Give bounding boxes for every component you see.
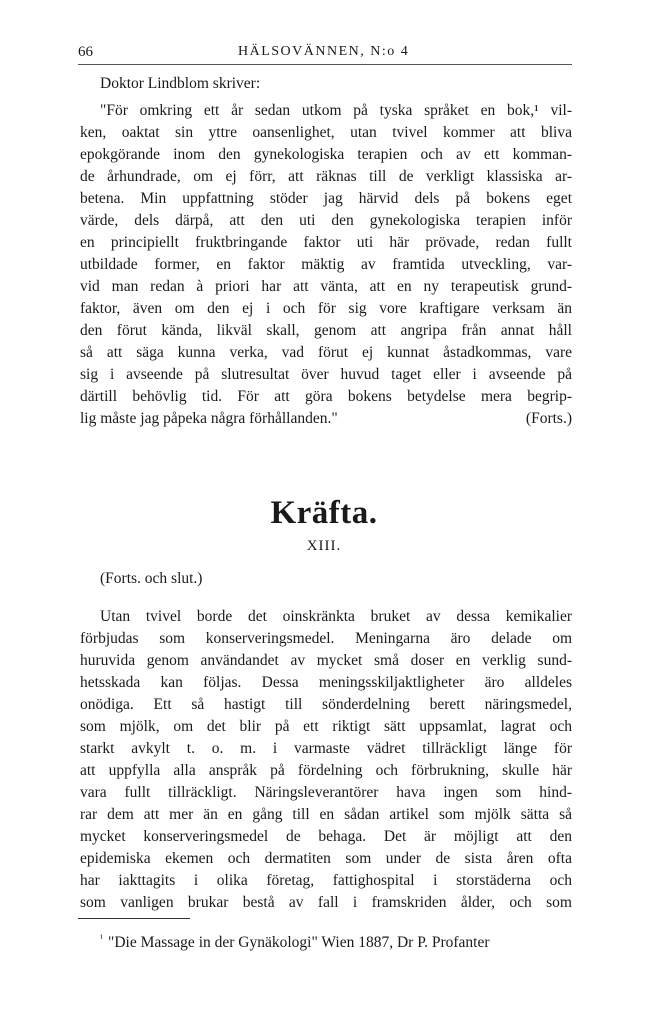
- article-line: hetsskada kan följas. Dessa meningsskiljaktligheter äro alldeles: [80, 674, 572, 691]
- section1-line: en principiellt fruktbringande faktor uti här prövade, redan fullt: [80, 234, 572, 251]
- section1-line: den förut kända, likväl skall, genom att angripa från annat håll: [80, 322, 572, 339]
- article-line: har iakttagits i olika företag, fattighospital i storstäderna och: [80, 872, 572, 889]
- section1-line: sig i avseende på slutresultat över huvud taget eller i avseende på: [80, 366, 572, 383]
- journal-title: HÄLSOVÄNNEN, N:o 4: [238, 44, 410, 59]
- article-line: huruvida genom användandet av mycket små doser en verklig sund-: [80, 652, 572, 669]
- article-line: rar dem att mer än en gång till en sådan artikel som mjölk sätta så: [80, 806, 572, 823]
- running-header: [78, 44, 572, 64]
- section1-line: faktor, även om den ej i och för sig vore kraftigare verksam än: [80, 300, 572, 317]
- article-line: mycket konserveringsmedel de behaga. Det är möjligt att den: [80, 828, 572, 845]
- footnote-rule: [78, 918, 190, 919]
- footnote-marker: ¹: [100, 933, 103, 944]
- section1-last-line: [80, 408, 572, 430]
- section1-line: epokgörande inom den gynekologiska terapien och av ett komman-: [80, 146, 572, 163]
- article-line: Utan tvivel borde det oinskränkta bruket av dessa kemikalier: [100, 608, 572, 625]
- article-line: starkt avkylt t. o. m. i varmaste vädret tillräckligt länge för: [80, 740, 572, 757]
- article-line: förbjudas som konserveringsmedel. Meningarna äro delade om: [80, 630, 572, 647]
- section1-line: vid man redan à priori har att vänta, att en ny terapeutisk grund-: [80, 278, 572, 295]
- article-subtitle: (Forts. och slut.): [100, 570, 203, 587]
- section1-line: så att säga kunna verka, vad förut ej kunnat åstadkommas, vare: [80, 344, 572, 361]
- section1-line: värde, dels därpå, att den uti den gynekologiska terapien inför: [80, 212, 572, 229]
- article-line: epidemiska ekemen och dermatiten som under de sista åren ofta: [80, 850, 572, 867]
- page-number: 66: [78, 44, 93, 60]
- article-line: vara fullt tillräckligt. Näringsleverantörer hava ingen som hind-: [80, 784, 572, 801]
- article-line: som vanligen brukar bestå av fall i framskriden ålder, och som: [80, 894, 572, 911]
- section1-line: utbildade former, en faktor mäktig av framtida utveckling, var-: [80, 256, 572, 273]
- section1-line: därtill behövlig tid. För att göra bokens betydelse mera begrip-: [80, 388, 572, 405]
- section1-line: betena. Min uppfattning stöder jag härvid dels på bokens eget: [80, 190, 572, 207]
- section1-line: lig måste jag påpeka några förhållanden.": [80, 410, 338, 427]
- continued-marker: (Forts.): [525, 410, 572, 427]
- section1-lead: Doktor Lindblom skriver:: [100, 75, 261, 92]
- article-line: som mjölk, om det blir på ett riktigt sätt uppsamlat, lagrat och: [80, 718, 572, 735]
- footnote-text: "Die Massage in der Gynäkologi" Wien 1887, Dr P. Profanter: [108, 934, 490, 952]
- section1-line: "För omkring ett år sedan utkom på tyska språket en bok,¹ vil-: [100, 102, 572, 119]
- article-title: Kräfta.: [270, 495, 378, 531]
- section1-line: de århundrade, om ej förr, att räknas till de verkligt klassiska ar-: [80, 168, 572, 185]
- chapter-number: XIII.: [306, 538, 342, 554]
- article-line: att uppfylla alla anspråk på fördelning och förbrukning, skulle här: [80, 762, 572, 779]
- article-line: onödiga. Ett så hastigt till sönderdelning berett näringsmedel,: [80, 696, 572, 713]
- header-rule: [78, 64, 572, 65]
- footnote: [100, 928, 572, 954]
- section1-line: ken, oaktat sin yttre oansenlighet, utan tvivel kommer att bliva: [80, 124, 572, 141]
